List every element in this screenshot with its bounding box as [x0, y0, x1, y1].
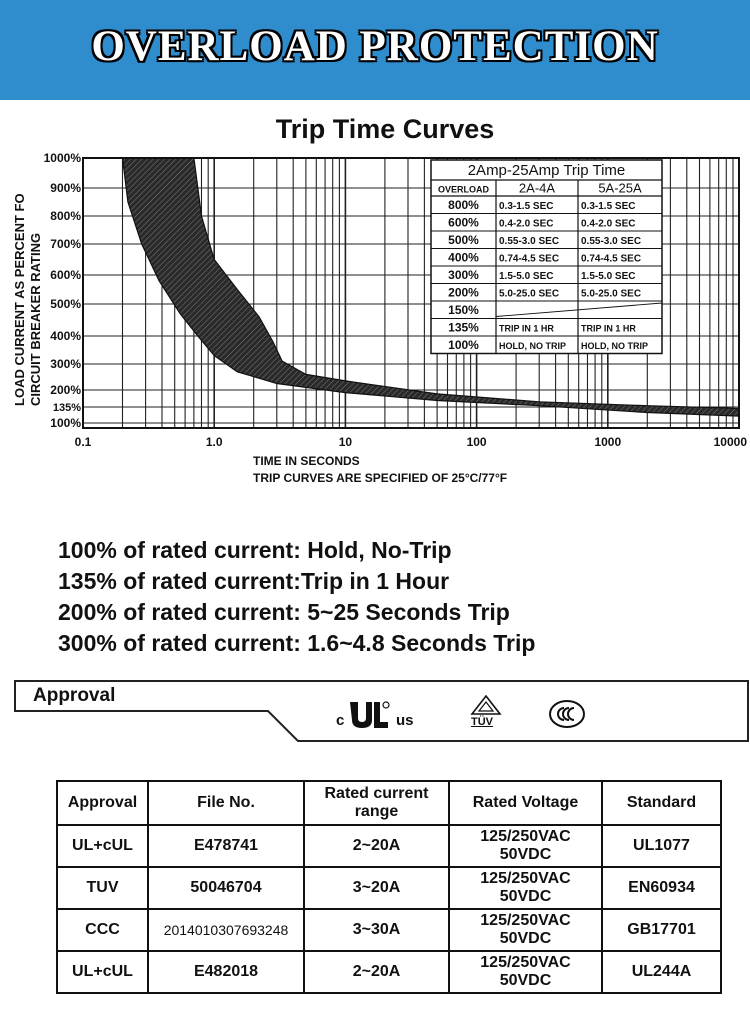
cell-voltage-dc: 50VDC — [499, 846, 552, 863]
trip-table-cell: 1.5-5.0 SEC — [499, 271, 554, 282]
cell-range: 3~20A — [304, 867, 449, 909]
trip-table-cell: 200% — [448, 285, 479, 300]
trip-table-cell: HOLD, NO TRIP — [499, 341, 566, 351]
tuv-label: TÜV — [471, 716, 493, 728]
y-tick-label: 135% — [52, 402, 81, 414]
trip-table-cell: 100% — [448, 338, 479, 352]
trip-table-cell: 0.3-1.5 SEC — [581, 201, 636, 212]
trip-table-header: 5A-25A — [598, 180, 642, 196]
trip-time-chart — [0, 148, 750, 518]
cell-voltage — [449, 951, 602, 993]
header-standard: Standard — [602, 781, 721, 825]
tuv-triangle-icon — [469, 694, 503, 716]
table-row — [57, 909, 721, 951]
y-tick-label: 400% — [50, 329, 81, 343]
cell-approval: UL+cUL — [57, 825, 148, 867]
header-rated-voltage: Rated Voltage — [449, 781, 602, 825]
trip-table-cell: 400% — [448, 250, 479, 265]
cell-standard: EN60934 — [602, 867, 721, 909]
cell-voltage — [449, 825, 602, 867]
x-tick-label: 0.1 — [74, 435, 92, 449]
table-row — [57, 825, 721, 867]
trip-table-cell: 0.55-3.0 SEC — [581, 236, 642, 247]
y-axis-label: CIRCUIT BREAKER RATING — [28, 232, 43, 406]
cell-voltage — [449, 909, 602, 951]
note-200: 200% of rated current: 5~25 Seconds Trip — [58, 599, 510, 625]
cell-approval: CCC — [57, 909, 148, 951]
y-axis-label: LOAD CURRENT AS PERCENT FO — [12, 193, 27, 406]
x-tick-label: 1000 — [594, 435, 622, 449]
note-100: 100% of rated current: Hold, No-Trip — [58, 537, 452, 563]
y-tick-label: 100% — [50, 416, 81, 430]
ul-certification-icon — [336, 700, 420, 732]
cell-range: 3~30A — [304, 909, 449, 951]
cell-standard: GB17701 — [602, 909, 721, 951]
chart-title: Trip Time Curves — [275, 114, 495, 144]
trip-table-cell: 0.3-1.5 SEC — [499, 201, 554, 212]
cell-voltage-ac: 125/250VAC — [480, 870, 571, 887]
x-tick-label: 100 — [466, 435, 487, 449]
trip-table-cell: TRIP IN 1 HR — [499, 323, 554, 334]
ul-c-mark: c — [336, 712, 345, 729]
trip-table-cell: 0.4-2.0 SEC — [581, 218, 636, 230]
trip-table-cell: 5.0-25.0 SEC — [581, 288, 642, 300]
trip-table-cell: 0.74-4.5 SEC — [499, 253, 560, 265]
table-row — [57, 867, 721, 909]
trip-table-cell: 600% — [448, 215, 479, 230]
cell-voltage-ac: 125/250VAC — [480, 912, 571, 929]
y-tick-label: 900% — [50, 181, 81, 195]
cell-range: 2~20A — [304, 951, 449, 993]
trip-table-cell: 0.4-2.0 SEC — [499, 218, 554, 230]
trip-table-cell: 0.74-4.5 SEC — [581, 253, 642, 265]
trip-table-cell: 0.55-3.0 SEC — [499, 236, 560, 247]
x-axis-label: TIME IN SECONDS — [253, 454, 360, 468]
approval-label: Approval — [33, 685, 116, 706]
header-file-no: File No. — [148, 781, 304, 825]
x-tick-label: 10000 — [713, 435, 747, 449]
note-300: 300% of rated current: 1.6~4.8 Seconds Trip — [58, 630, 536, 656]
x-axis-note: TRIP CURVES ARE SPECIFIED OF 25°C/77°F — [253, 471, 508, 485]
y-tick-label: 1000% — [43, 151, 81, 165]
approval-table — [56, 780, 722, 994]
header-approval: Approval — [57, 781, 148, 825]
cell-file-no: 2014010307693248 — [148, 909, 304, 951]
x-tick-label: 1.0 — [205, 435, 223, 449]
cell-voltage-dc: 50VDC — [499, 972, 552, 989]
tuv-certification-icon — [469, 694, 503, 734]
y-tick-label: 800% — [50, 209, 81, 223]
trip-table-title: 2Amp-25Amp Trip Time — [467, 162, 626, 179]
ul-us-mark: us — [396, 712, 414, 729]
y-tick-label: 700% — [50, 237, 81, 251]
ccc-certification-icon — [548, 699, 586, 734]
header-rated-current: Rated current range — [304, 781, 449, 825]
cell-approval: UL+cUL — [57, 951, 148, 993]
trip-table-cell: 135% — [448, 320, 479, 335]
cell-voltage-dc: 50VDC — [499, 930, 552, 947]
cell-standard: UL1077 — [602, 825, 721, 867]
trip-table-cell: 150% — [448, 303, 479, 317]
ul-logo-icon — [346, 700, 390, 730]
trip-table-cell: 300% — [448, 268, 479, 282]
note-135: 135% of rated current:Trip in 1 Hour — [58, 568, 450, 594]
table-row — [57, 951, 721, 993]
cell-file-no: E482018 — [148, 951, 304, 993]
cell-standard: UL244A — [602, 951, 721, 993]
cell-voltage-ac: 125/250VAC — [480, 954, 571, 971]
banner-title: OVERLOAD PROTECTION — [91, 23, 659, 70]
cell-range: 2~20A — [304, 825, 449, 867]
trip-table-header: OVERLOAD — [437, 184, 490, 195]
y-tick-label: 500% — [50, 297, 81, 311]
cell-voltage — [449, 867, 602, 909]
title-banner — [0, 0, 750, 100]
trip-table-header: 2A-4A — [518, 180, 556, 196]
trip-table-cell: 5.0-25.0 SEC — [499, 288, 560, 300]
table-header-row — [57, 781, 721, 825]
cell-file-no: 50046704 — [148, 867, 304, 909]
trip-table-cell: 500% — [448, 233, 479, 247]
trip-table-cell: 800% — [448, 198, 479, 212]
rating-notes — [58, 535, 535, 659]
y-tick-label: 200% — [50, 383, 81, 397]
y-tick-label: 600% — [50, 268, 81, 282]
trip-table-cell: TRIP IN 1 HR — [581, 323, 636, 334]
cell-file-no: E478741 — [148, 825, 304, 867]
x-tick-label: 10 — [338, 435, 353, 449]
trip-table-cell: 1.5-5.0 SEC — [581, 271, 636, 282]
y-tick-label: 300% — [50, 357, 81, 371]
cell-approval: TUV — [57, 867, 148, 909]
trip-table-cell: HOLD, NO TRIP — [581, 341, 648, 351]
cell-voltage-ac: 125/250VAC — [480, 828, 571, 845]
cell-voltage-dc: 50VDC — [499, 888, 552, 905]
